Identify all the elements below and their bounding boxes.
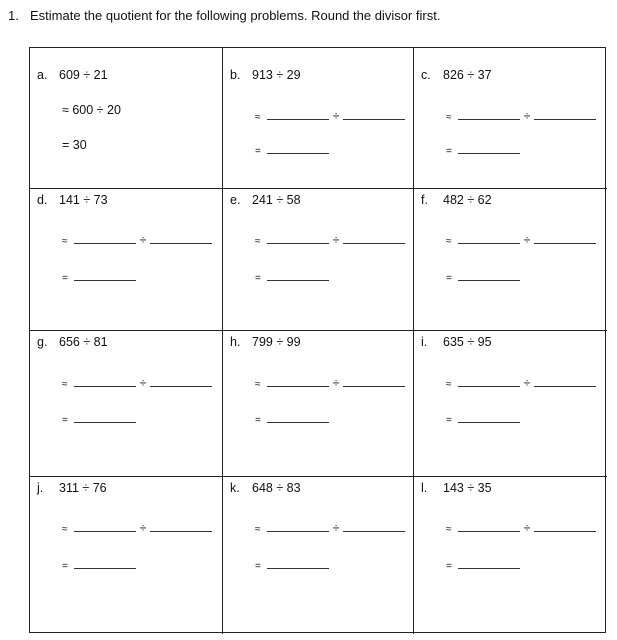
rounded-dividend-blank[interactable] [74, 522, 136, 532]
rounded-divisor-blank[interactable] [534, 522, 596, 532]
divide-symbol: ÷ [332, 376, 340, 390]
problem-label [421, 335, 492, 349]
approx-symbol: ≈ [255, 379, 261, 390]
rounded-divisor-blank[interactable] [534, 234, 596, 244]
problem-expression: 141 ÷ 73 [59, 193, 108, 207]
problem-expression: 635 ÷ 95 [443, 335, 492, 349]
problem-grid [29, 47, 606, 633]
instruction-number: 1. [8, 8, 19, 23]
divide-symbol: ÷ [332, 521, 340, 535]
rounded-dividend-blank[interactable] [267, 234, 329, 244]
problem-cell-j [30, 477, 223, 634]
rounded-dividend-blank[interactable] [458, 522, 520, 532]
rounded-divisor-blank[interactable] [534, 377, 596, 387]
problem-label [37, 335, 108, 349]
equals-symbol: = [62, 561, 68, 572]
equals-row [446, 559, 520, 572]
equals-symbol: = [446, 273, 452, 284]
problem-letter: e. [230, 193, 241, 207]
equals-symbol: = [255, 561, 261, 572]
problem-label [421, 481, 492, 495]
equals-row [62, 559, 136, 572]
worked-equals-step: = 30 [62, 138, 87, 152]
rounded-divisor-blank[interactable] [534, 110, 596, 120]
quotient-blank[interactable] [458, 413, 520, 423]
approx-row [446, 109, 596, 123]
problem-letter: c. [421, 68, 431, 82]
approx-symbol: ≈ [446, 236, 452, 247]
rounded-divisor-blank[interactable] [150, 522, 212, 532]
problem-label [37, 68, 108, 82]
problem-cell-e [223, 189, 414, 331]
equals-symbol: = [446, 561, 452, 572]
equals-row [255, 144, 329, 157]
rounded-divisor-blank[interactable] [343, 522, 405, 532]
divide-symbol: ÷ [139, 376, 147, 390]
problem-expression: 656 ÷ 81 [59, 335, 108, 349]
problem-letter: k. [230, 481, 240, 495]
problem-expression: 311 ÷ 76 [59, 481, 107, 495]
problem-label [230, 335, 301, 349]
problem-label [37, 193, 108, 207]
approx-row [446, 521, 596, 535]
approx-symbol: ≈ [62, 236, 68, 247]
divide-symbol: ÷ [523, 233, 531, 247]
rounded-dividend-blank[interactable] [267, 377, 329, 387]
problem-letter: a. [37, 68, 48, 82]
rounded-dividend-blank[interactable] [267, 110, 329, 120]
approx-row [446, 376, 596, 390]
quotient-blank[interactable] [267, 413, 329, 423]
divide-symbol: ÷ [523, 521, 531, 535]
problem-expression: 241 ÷ 58 [252, 193, 301, 207]
problem-letter: l. [421, 481, 428, 495]
problem-cell-i [414, 331, 607, 477]
equals-row [255, 271, 329, 284]
approx-row [62, 376, 212, 390]
problem-cell-f [414, 189, 607, 331]
equals-row [62, 413, 136, 426]
problem-cell-d [30, 189, 223, 331]
rounded-divisor-blank[interactable] [343, 377, 405, 387]
problem-expression: 609 ÷ 21 [59, 68, 108, 82]
instruction [8, 8, 440, 23]
instruction-text: Estimate the quotient for the following problems. Round the divisor first. [30, 8, 441, 23]
problem-cell-g [30, 331, 223, 477]
approx-row [255, 233, 405, 247]
problem-letter: g. [37, 335, 48, 349]
equals-row [446, 144, 520, 157]
problem-label [37, 481, 107, 495]
rounded-dividend-blank[interactable] [74, 377, 136, 387]
approx-row [255, 109, 405, 123]
divide-symbol: ÷ [332, 109, 340, 123]
problem-cell-h [223, 331, 414, 477]
problem-cell-l [414, 477, 607, 634]
equals-symbol: = [62, 415, 68, 426]
quotient-blank[interactable] [458, 144, 520, 154]
quotient-blank[interactable] [267, 271, 329, 281]
equals-row [446, 271, 520, 284]
approx-row [255, 376, 405, 390]
quotient-blank[interactable] [267, 144, 329, 154]
rounded-dividend-blank[interactable] [74, 234, 136, 244]
problem-label [230, 193, 301, 207]
problem-letter: j. [37, 481, 44, 495]
rounded-divisor-blank[interactable] [343, 234, 405, 244]
problem-letter: d. [37, 193, 48, 207]
problem-expression: 799 ÷ 99 [252, 335, 301, 349]
approx-symbol: ≈ [62, 379, 68, 390]
problem-cell-k [223, 477, 414, 634]
problem-expression: 143 ÷ 35 [443, 481, 492, 495]
equals-row [62, 271, 136, 284]
equals-symbol: = [446, 415, 452, 426]
approx-symbol: ≈ [446, 524, 452, 535]
equals-row [446, 413, 520, 426]
equals-symbol: = [255, 273, 261, 284]
divide-symbol: ÷ [523, 109, 531, 123]
rounded-divisor-blank[interactable] [150, 377, 212, 387]
approx-symbol: ≈ [255, 236, 261, 247]
quotient-blank[interactable] [74, 559, 136, 569]
divide-symbol: ÷ [139, 233, 147, 247]
rounded-divisor-blank[interactable] [150, 234, 212, 244]
problem-letter: b. [230, 68, 241, 82]
problem-label [421, 68, 492, 82]
problem-label [230, 481, 301, 495]
divide-symbol: ÷ [139, 521, 147, 535]
equals-symbol: = [62, 273, 68, 284]
worked-approx-step: ≈ 600 ÷ 20 [62, 103, 121, 117]
divide-symbol: ÷ [523, 376, 531, 390]
problem-label [230, 68, 301, 82]
approx-symbol: ≈ [255, 524, 261, 535]
approx-row [446, 233, 596, 247]
approx-row [255, 521, 405, 535]
quotient-blank[interactable] [74, 413, 136, 423]
equals-row [255, 559, 329, 572]
problem-cell-b [223, 48, 414, 189]
approx-row [62, 233, 212, 247]
quotient-blank[interactable] [267, 559, 329, 569]
equals-symbol: = [446, 146, 452, 157]
problem-expression: 482 ÷ 62 [443, 193, 492, 207]
problem-letter: h. [230, 335, 241, 349]
problem-cell-a [30, 48, 223, 189]
equals-row [255, 413, 329, 426]
divide-symbol: ÷ [332, 233, 340, 247]
rounded-dividend-blank[interactable] [458, 234, 520, 244]
approx-symbol: ≈ [62, 524, 68, 535]
equals-symbol: = [255, 146, 261, 157]
equals-symbol: = [255, 415, 261, 426]
approx-row [62, 521, 212, 535]
quotient-blank[interactable] [458, 271, 520, 281]
rounded-divisor-blank[interactable] [343, 110, 405, 120]
problem-expression: 648 ÷ 83 [252, 481, 301, 495]
rounded-dividend-blank[interactable] [458, 110, 520, 120]
problem-letter: i. [421, 335, 428, 349]
problem-expression: 913 ÷ 29 [252, 68, 301, 82]
problem-expression: 826 ÷ 37 [443, 68, 492, 82]
problem-label [421, 193, 492, 207]
quotient-blank[interactable] [458, 559, 520, 569]
approx-symbol: ≈ [255, 112, 261, 123]
rounded-dividend-blank[interactable] [458, 377, 520, 387]
approx-symbol: ≈ [446, 379, 452, 390]
rounded-dividend-blank[interactable] [267, 522, 329, 532]
quotient-blank[interactable] [74, 271, 136, 281]
problem-letter: f. [421, 193, 428, 207]
problem-cell-c [414, 48, 607, 189]
approx-symbol: ≈ [446, 112, 452, 123]
